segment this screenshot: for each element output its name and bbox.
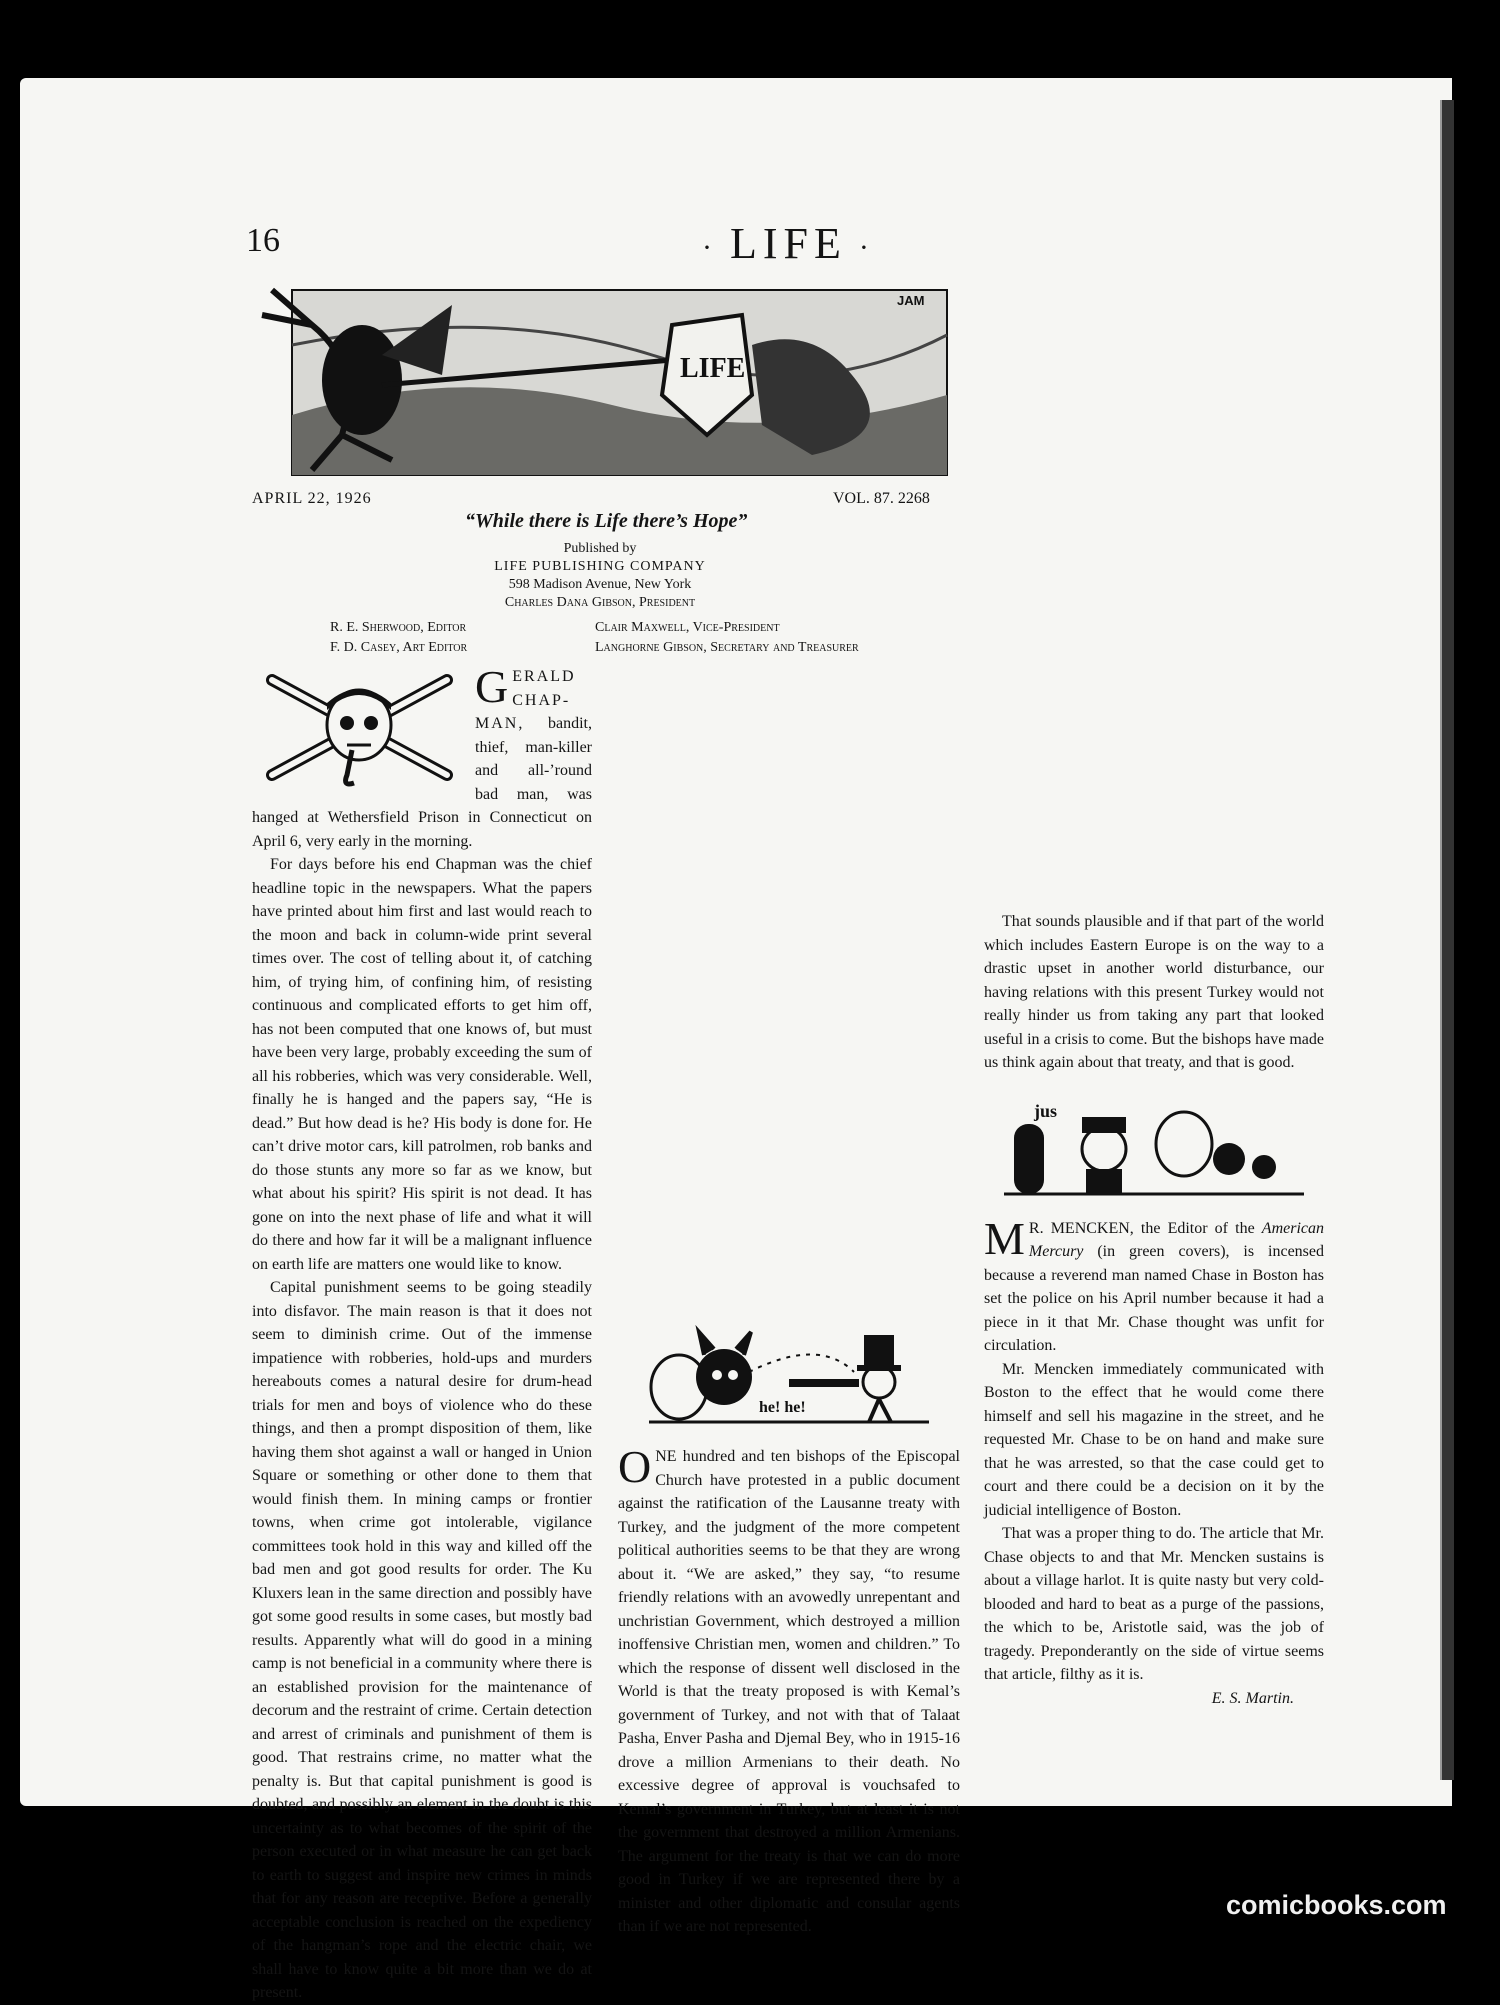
masthead-illustration: [252, 285, 952, 480]
staff-left: [330, 618, 467, 658]
article3-p1: (in green covers), is incensed because a reverend man named Chase in Boston has set the police on his April number because it had a piece in it that Mr. Chase thought was unfit for circulation.: [984, 1243, 1324, 1354]
art-editor: F. D. Casey, Art Editor: [330, 640, 468, 655]
editor: R. E. Sherwood, Editor: [330, 620, 467, 635]
volume-number: VOL. 87. 2268: [833, 490, 930, 507]
article2-p1: NE hundred and ten bishops of the Episcopal Church have protested in a public document against the ratification of the Lausanne treaty with Turkey, and the judgment of the more competent political authorities seems to be that they are wrong about it. “We are asked,” they say, “to resume friendly relations with an avowedly unrepentant and unchristian Government, which destroyed a million inoffensive Christian men, women and children.” To which the response of dissent well disclosed in the World is that the treaty proposed is with Kemal’s government of Turkey, and not with that of Talaat Pasha, Enver Pasha and Djemal Bey, who in 1915-16 drove a million Armenians to their death. No excessive degree of approval is vouchsafed to Kemal’s government in Turkey, but at least it is not the government that destroyed a million Armenians. The argument for the treaty is that we can do more good in Turkey if we are represented there by a minister and other diplomatic and consular agents than if we are not represented.: [618, 1448, 960, 1935]
shield-text: LIFE: [680, 353, 746, 384]
publisher-name: LIFE PUBLISHING COMPANY: [494, 559, 706, 574]
page-number: 16: [246, 222, 280, 259]
staff-right: [595, 618, 859, 658]
devil-and-gentleman-cartoon: [639, 1317, 939, 1427]
vice-president: Clair Maxwell, Vice-President: [595, 620, 780, 635]
article3-lead: R. MENCKEN, the Editor of the: [1028, 1219, 1262, 1237]
publisher-block: [250, 540, 950, 612]
masthead-title: · LIFE ·: [702, 219, 875, 268]
article3-p2: Mr. Mencken immediately communicated with Boston to the effect that he would come there himself and sell his magazine in the street, and he requested Mr. Chase to be on hand and make sure that he was arrested, so that the case could get to court and there could be a decision on it by the judicial intelligence of Boston.: [984, 1360, 1324, 1519]
lead-caps: ERALD CHAP-MAN,: [475, 668, 576, 732]
column-3: [984, 260, 1324, 1710]
policeman-cartoon: [994, 1089, 1314, 1199]
devil-knight-illustration: [252, 285, 952, 480]
published-by: Published by: [563, 541, 637, 556]
issue-date: APRIL 22, 1926: [252, 490, 372, 507]
article3-p3: That was a proper thing to do. The article that Mr. Chase objects to and that Mr. Mencken sustains is about a village harlot. It is quite nasty but very cold-blooded and hard to beat as a purge of the passions, the which to be, Aristotle said, was the job of tragedy. Preponderantly on the side of virtue seems that article, filthy as it is.: [984, 1525, 1324, 1683]
president: Charles Dana Gibson, President: [504, 595, 696, 610]
dropcap-g: G: [475, 661, 509, 712]
book-binding: [1440, 100, 1454, 1780]
column-2: [618, 665, 960, 1939]
magazine-name: American Mercury: [1028, 1219, 1324, 1260]
author-signature: E. S. Martin.: [1211, 1689, 1294, 1707]
dropcap-o: O: [618, 1441, 652, 1492]
article2-p2: That sounds plausible and if that part of the world which includes Eastern Europe is on the way to a drastic upset in another world disturbance, our having relations with this present Turkey would not really hinder us from taking any part that looked useful in a crisis to come. But the bishops have made us think again about that treaty, and that is good.: [984, 913, 1324, 1071]
article1-p1: bandit, thief, man-killer and all-’round bad man, was hanged at Wethersfield Prison in Connecticut on April 6, very early in the morning.: [252, 715, 592, 850]
motto: “While there is Life there’s Hope”: [465, 510, 748, 532]
article1-p2: For days before his end Chapman was the chief headline topic in the newspapers. What the papers have printed about him first and last would reach to the moon and back in column-wide print several times over. The cost of telling about it, of catching him, of trying him, of confining him, of resisting continuous and complicated efforts to get him off, has not been computed that one knows of, but must have been very large, probably exceeding the sum of all his robberies, which was very considerable. Well, finally he is hanged and the papers say, “He is dead.” But how dead is he? His body is done for. He can’t drive motor cars, kill patrolmen, rob banks and do those stunts any more so far as we know, but what about his spirit? His spirit is not dead. It has gone on into the next phase of life and what it will do there and how far it will be a malignant influence on earth life are matters one would like to know.: [252, 856, 592, 1273]
artist-signature: JAM: [897, 293, 925, 308]
secretary: Langhorne Gibson, Secretary and Treasurer: [595, 640, 859, 655]
publisher-address: 598 Madison Avenue, New York: [508, 577, 692, 592]
cartoon-caption: he! he!: [759, 1399, 806, 1416]
watermark: comicbooks.com: [1226, 1890, 1447, 1920]
dropcap-m: M: [984, 1212, 1025, 1264]
column-1: [252, 661, 592, 2001]
article1-p3: Capital punishment seems to be going steadily into disfavor. The main reason is that it does not seem to diminish crime. Out of the immense impatience with robberies, hold-ups and murders hereabouts comes a natural desire for drum-head trials for men and boys of violence who do these things, and then a prompt disposition of them, like having them shot against a wall or hanged in Union Square or something or other done to them that would finish them. In mining camps or frontier towns, when crime got intolerable, vigilance committees took hold in this way and killed off the bad men and got good results for order. The Ku Kluxers lean in the same direction and possibly have got some good results in some cases, but mostly bad results. Apparently what will do good in a mining camp is not beneficial in a community where there is an established provision for the maintenance of decorum and the restraint of crime. Certain detection and arrest of criminals and punishment of them is good. That restrains crime, no matter what the penalty is. But that capital punishment is good is doubted, and possibly an element in the doubt is this uncertainty as to what becomes of the spirit of the person executed or in what measure he can get back to earth to suggest and inspire new crimes in minds that for any reason are receptive. Before a generally acceptable conclusion is reached on the expediency of the hangman’s rope and the electric chair, we shall have to know quite a bit more than we do at present.: [252, 1279, 592, 2001]
cartoon2-caption: jus: [1034, 1100, 1058, 1121]
skull-crossbones-icon: [252, 665, 467, 790]
